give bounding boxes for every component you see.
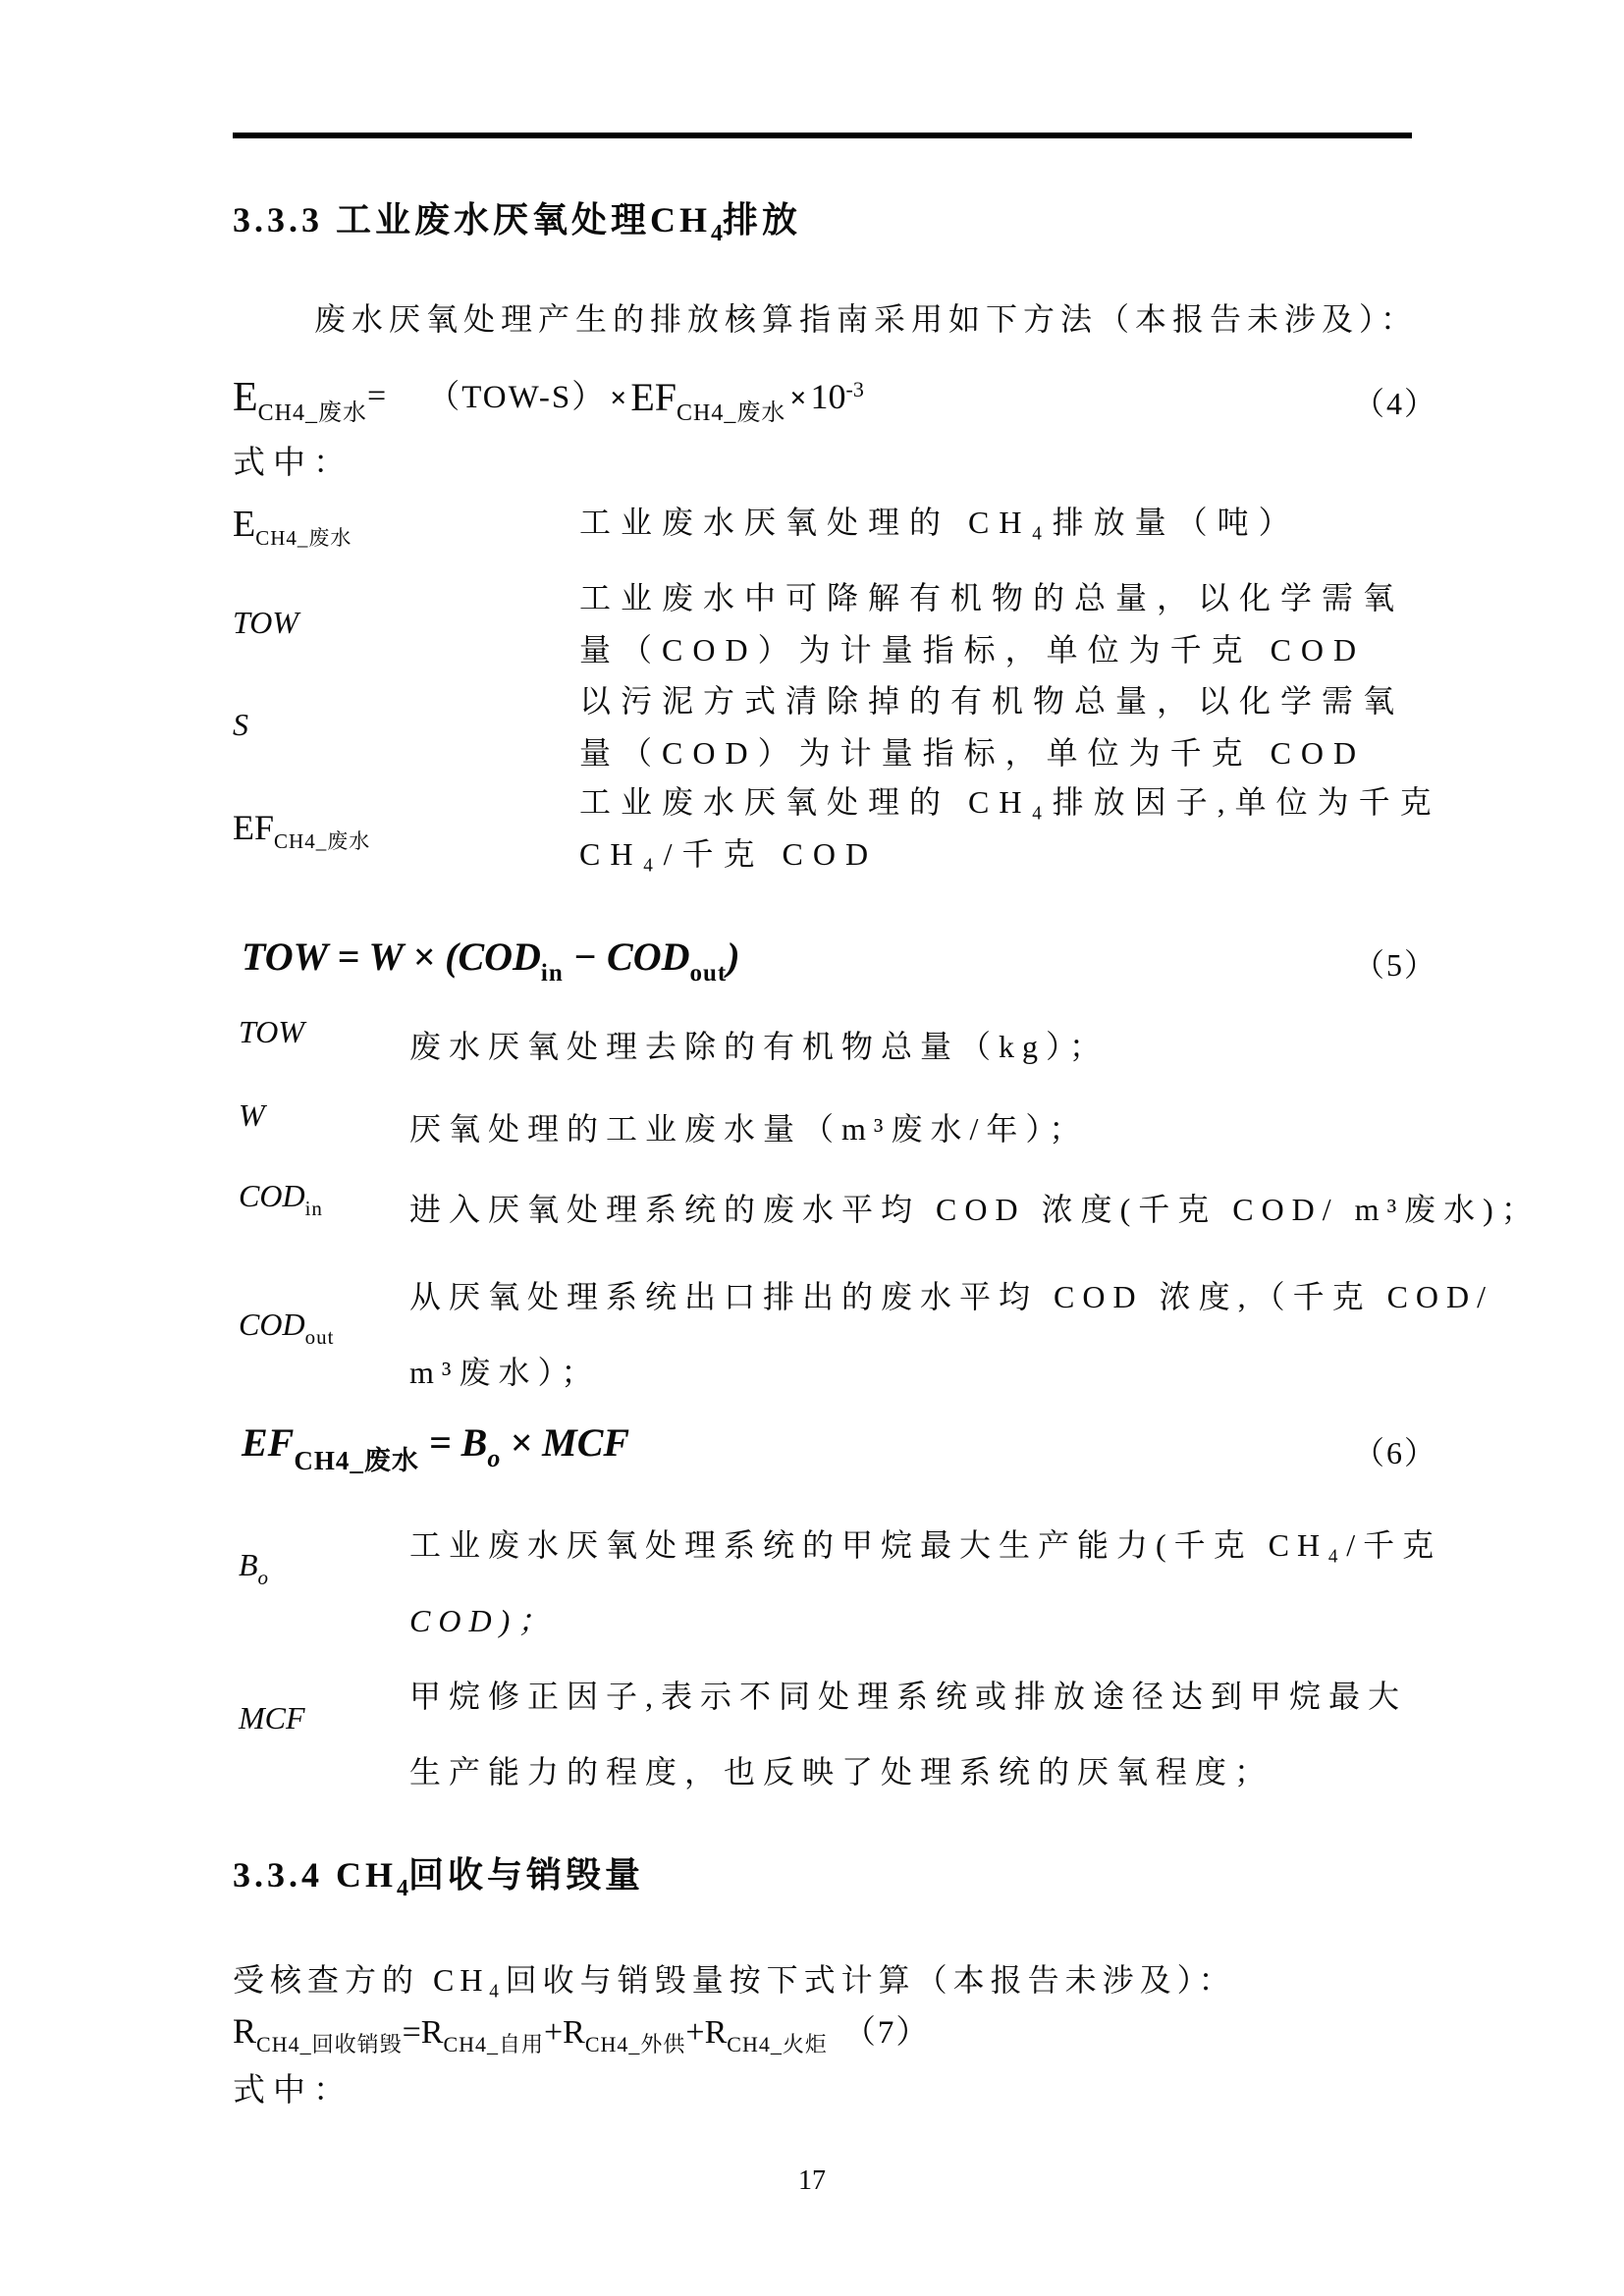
description-line: 工业废水厌氧处理系统的甲烷最大生产能力(千克 CH₄/千克 <box>409 1527 1442 1563</box>
formula7-R-subscript: CH4_自用 <box>443 2032 544 2056</box>
formula-6 <box>242 1419 629 1477</box>
description-line: m³废水）； <box>409 1355 601 1390</box>
formula6-mcf: × MCF <box>500 1420 630 1465</box>
formula4-EF: EF <box>630 375 677 419</box>
definition-row <box>239 1259 1494 1411</box>
description-line: 量（COD）为计量指标，单位为千克 COD <box>579 735 1367 771</box>
description-line: CH₄/千克 COD <box>579 836 879 872</box>
formula-6-number: （6） <box>1353 1435 1438 1470</box>
term-main: E <box>233 504 256 545</box>
heading-text-post: 排放 <box>723 200 802 240</box>
intro-paragraph-333: 废水厌氧处理产生的排放核算指南采用如下方法（本报告未涉及）： <box>314 301 1419 337</box>
term-main: COD <box>239 1178 305 1213</box>
where-label-2: 式中： <box>233 2073 353 2109</box>
term-subscript: CH4_废水 <box>255 526 352 550</box>
description-line: 工业废水厌氧处理的 CH₄排放因子,单位为千克 <box>579 784 1441 820</box>
definition-row <box>239 1092 1422 1167</box>
cod-out-subscript: out <box>689 960 728 987</box>
formula-4-number: （4） <box>1353 386 1438 421</box>
description-line: 工业废水厌氧处理的 CH₄排放量（吨） <box>579 505 1300 540</box>
heading-text: 3.3.4 CH <box>233 1855 397 1895</box>
formula-7 <box>233 2006 930 2058</box>
description-line: COD)； <box>409 1603 558 1638</box>
section-3-3-3-heading <box>233 192 801 247</box>
definition-description <box>579 497 1421 549</box>
definition-row <box>233 776 1441 881</box>
term-main: B <box>239 1547 258 1582</box>
formula4-ten: 10 <box>810 377 846 416</box>
definition-term: W <box>239 1097 265 1133</box>
definition-term <box>233 503 352 552</box>
definition-description <box>409 1172 1541 1248</box>
formula4-EF-subscript: CH4_废水 <box>677 400 786 426</box>
definition-description <box>409 1009 1422 1085</box>
formula-5-number: （5） <box>1353 947 1438 983</box>
definition-term: TOW <box>239 1014 304 1049</box>
formula6-EF-subscript: CH4_废水 <box>294 1446 419 1475</box>
definition-term <box>239 1178 323 1221</box>
definition-description <box>579 675 1421 779</box>
formula4-equals: = <box>367 378 387 414</box>
multiply-sign: × <box>610 382 627 414</box>
formula-5 <box>242 934 740 988</box>
formula5-close: ) <box>727 934 740 979</box>
formula7-R-subscript: CH4_外供 <box>584 2032 686 2056</box>
section-3-3-4-heading <box>233 1847 644 1902</box>
description-line: 甲烷修正因子,表示不同处理系统或排放途径达到甲烷最大 <box>409 1679 1408 1714</box>
definition-description <box>409 1092 1422 1167</box>
definition-description <box>579 572 1421 676</box>
heading-subscript: 4 <box>397 1876 408 1901</box>
description-line: 工业废水中可降解有机物的总量，以化学需氧 <box>579 580 1405 615</box>
formula4-exponent: -3 <box>845 377 864 401</box>
description-line: 废水厌氧处理去除的有机物总量（kg）； <box>409 1029 1110 1064</box>
definition-term: S <box>233 707 248 742</box>
formula7-plus-R: +R <box>685 2014 728 2051</box>
definition-row <box>233 675 1421 779</box>
description-line: 厌氧处理的工业废水量（m³废水/年）； <box>409 1111 1089 1147</box>
formula7-R-subscript: CH4_回收销毁 <box>256 2032 403 2056</box>
definition-term <box>239 1307 334 1350</box>
term-main: EF <box>233 808 275 847</box>
header-rule <box>233 133 1412 138</box>
definition-row <box>233 572 1421 676</box>
definition-description <box>409 1659 1422 1810</box>
description-line: 量（COD）为计量指标，单位为千克 COD <box>579 632 1367 667</box>
intro-paragraph-334: 受核查方的 CH₄回收与销毁量按下式计算（本报告未涉及）： <box>233 1962 1236 1998</box>
formula4-E: E <box>233 375 258 420</box>
definition-term: MCF <box>239 1700 305 1735</box>
description-line: 生产能力的程度，也反映了处理系统的厌氧程度； <box>409 1754 1274 1789</box>
definition-description <box>409 1508 1442 1659</box>
formula6-B-subscript: o <box>487 1444 501 1472</box>
definition-description <box>579 776 1441 881</box>
formula4-E-subscript: CH4_废水 <box>257 400 367 426</box>
formula7-R-subscript: CH4_火炬 <box>727 2032 828 2056</box>
definition-description <box>409 1259 1494 1411</box>
heading-subscript: 4 <box>711 221 724 246</box>
heading-text-post: 回收与销毁量 <box>408 1855 645 1895</box>
description-line: 以污泥方式清除掉的有机物总量，以化学需氧 <box>579 683 1405 719</box>
formula7-R: R <box>233 2011 257 2051</box>
formula6-EF: EF <box>242 1420 295 1465</box>
where-label-1: 式中： <box>233 446 353 481</box>
definition-row <box>233 497 1421 549</box>
definition-row <box>239 1009 1422 1085</box>
cod-in-subscript: in <box>540 960 564 987</box>
formula7-equals-R: =R <box>402 2014 444 2051</box>
multiply-sign: × <box>789 382 807 414</box>
description-line: 从厌氧处理系统出口排出的废水平均 COD 浓度,（千克 COD/ <box>409 1279 1494 1314</box>
definition-row <box>239 1508 1442 1659</box>
term-subscript: in <box>304 1197 323 1220</box>
formula7-plus-R: +R <box>544 2014 585 2051</box>
formula-7-number: （7） <box>842 2015 931 2051</box>
formula4-tow-s: （TOW-S） <box>427 380 607 415</box>
term-subscript: o <box>257 1566 270 1589</box>
definition-term: TOW <box>233 605 298 640</box>
term-main: COD <box>239 1307 305 1342</box>
page-number: 17 <box>798 2165 826 2196</box>
definition-term <box>239 1547 269 1590</box>
definition-row <box>239 1172 1541 1248</box>
heading-text: 3.3.3 工业废水厌氧处理CH <box>233 200 712 240</box>
description-line: 进入厌氧处理系统的废水平均 COD 浓度(千克 COD/ m³废水)； <box>409 1192 1541 1227</box>
definition-term <box>233 807 370 855</box>
formula5-lhs: TOW = W × (COD <box>242 934 541 979</box>
term-subscript: out <box>304 1325 335 1349</box>
definition-row <box>239 1659 1422 1810</box>
term-subscript: CH4_废水 <box>274 829 371 853</box>
formula6-equals-B: = B <box>418 1420 488 1465</box>
formula5-mid: − COD <box>563 934 690 979</box>
formula-4 <box>233 371 864 427</box>
